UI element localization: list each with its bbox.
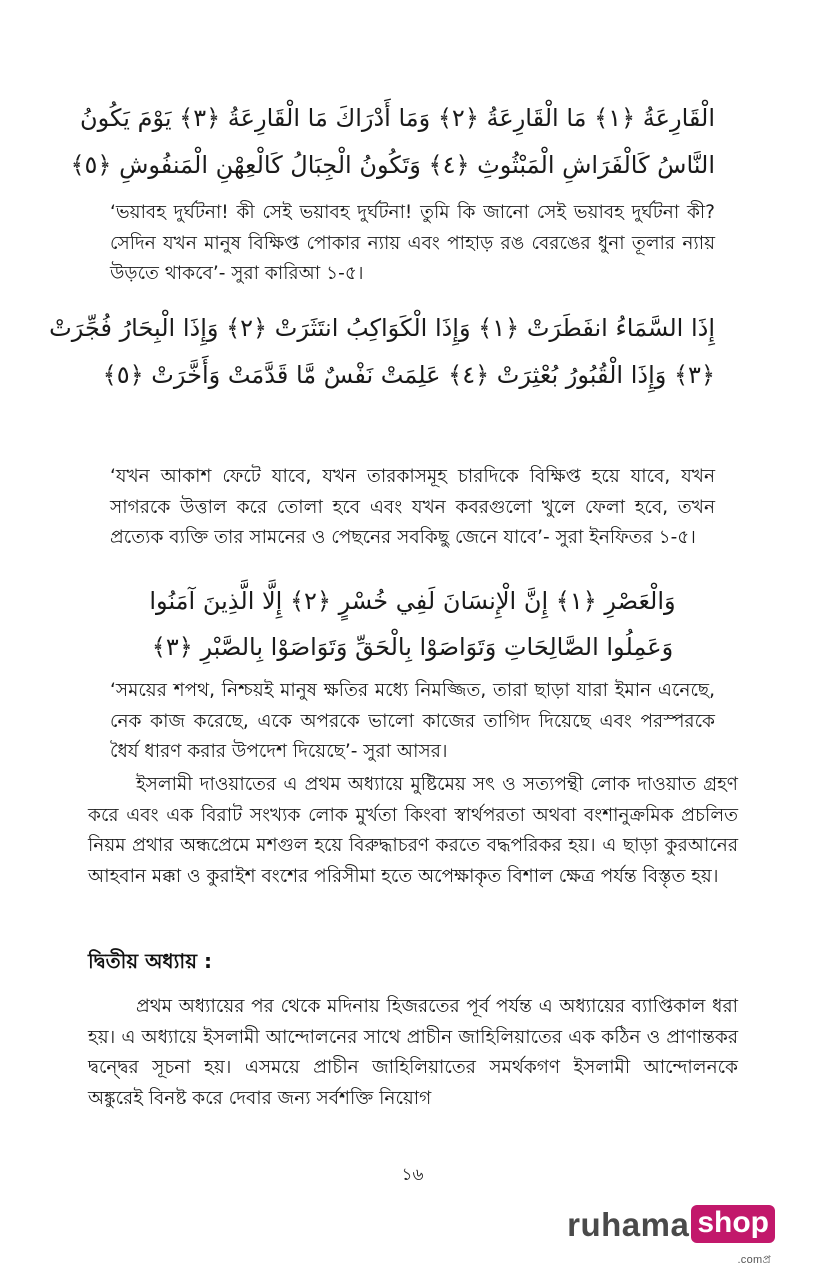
arabic-verse-line: إِذَا السَّمَاءُ انفَطَرَتْ ﴿١﴾ وَإِذَا الْكَوَاكِبُ انتَثَرَتْ ﴿٢﴾ وَإِذَا الْبِحَارُ فُجِّرَتْ xyxy=(49,314,715,342)
ruhamashop-logo xyxy=(567,1205,775,1266)
section-heading: দ্বিতীয় অধ্যায় : xyxy=(88,949,212,973)
arabic-verse-line: النَّاسُ كَالْفَرَاشِ الْمَبْثُوثِ ﴿٤﴾ وَتَكُونُ الْجِبَالُ كَالْعِهْنِ الْمَنفُوشِ ﴿٥﴾ xyxy=(70,151,715,179)
arabic-verse-line: الْقَارِعَةُ ﴿١﴾ مَا الْقَارِعَةُ ﴿٢﴾ وَمَا أَدْرَاكَ مَا الْقَارِعَةُ ﴿٣﴾ يَوْمَ يَكُونُ xyxy=(80,104,715,132)
translation-paragraph: ‘যখন আকাশ ফেটে যাবে, যখন তারকাসমূহ চারদিকে বিক্ষিপ্ত হয়ে যাবে, যখন সাগরকে উত্তাল করে তোলা হবে এবং যখন কবরগুলো খুলে ফেলা হবে, তখন প্রত্যেক ব্যক্তি তার সামনের ও পেছনের সবকিছু জেনে যাবে’- সুরা ইনফিতর ১-৫। xyxy=(110,466,715,548)
arabic-verse-line: ﴿٣﴾ وَإِذَا الْقُبُورُ بُعْثِرَتْ ﴿٤﴾ عَلِمَتْ نَفْسٌ مَّا قَدَّمَتْ وَأَخَّرَتْ ﴿٥﴾ xyxy=(102,361,715,389)
arabic-verse-line: وَالْعَصْرِ ﴿١﴾ إِنَّ الْإِنسَانَ لَفِي خُسْرٍ ﴿٢﴾ إِلَّا الَّذِينَ آمَنُوا xyxy=(149,587,676,615)
logo-shop-badge xyxy=(691,1205,775,1266)
logo-domain: .comপ্র xyxy=(737,1254,771,1266)
logo-shop-text: shop xyxy=(697,1206,769,1239)
arabic-verse-line: وَعَمِلُوا الصَّالِحَاتِ وَتَوَاصَوْا بِالْحَقِّ وَتَوَاصَوْا بِالصَّبْرِ ﴿٣﴾ xyxy=(151,633,674,661)
body-paragraph: ইসলামী দাওয়াতের এ প্রথম অধ্যায়ে মুষ্টিমেয় সৎ ও সত্যপন্থী লোক দাওয়াত গ্রহণ করে এবং এক বিরাট সংখ্যক লোক মুর্খতা কিংবা স্বার্থপরতা অথবা বংশানুক্রমিক প্রচলিত নিয়ম প্রথার অন্ধপ্রেমে মশগুল হয়ে বিরুদ্ধাচরণ করতে বদ্ধপরিকর হয়। এ ছাড়া কুরআনের আহবান মক্কা ও কুরাইশ বংশের পরিসীমা হতে অপেক্ষাকৃত বিশাল ক্ষেত্র পর্যন্ত বিস্তৃত হয়। xyxy=(88,774,738,887)
translation-paragraph: ‘ভয়াবহ দুর্ঘটনা! কী সেই ভয়াবহ দুর্ঘটনা! তুমি কি জানো সেই ভয়াবহ দুর্ঘটনা কী? সেদিন যখন মানুষ বিক্ষিপ্ত পোকার ন্যায় এবং পাহাড় রঙ বেরঙের ধুনা তূলার ন্যায় উড়তে থাকবে’- সুরা কারিআ ১-৫। xyxy=(110,202,715,284)
translation-paragraph: ‘সময়ের শপথ, নিশ্চয়ই মানুষ ক্ষতির মধ্যে নিমজ্জিত, তারা ছাড়া যারা ইমান এনেছে, নেক কাজ করেছে, একে অপরকে ভালো কাজের তাগিদ দিয়েছে এবং পরস্পরকে ধৈর্য ধারণ করার উপদেশ দিয়েছে’- সুরা আসর। xyxy=(110,680,715,762)
page-number: ১৬ xyxy=(401,1165,424,1185)
logo-word: ruhama xyxy=(567,1206,690,1243)
body-paragraph: প্রথম অধ্যায়ের পর থেকে মদিনায় হিজরতের পূর্ব পর্যন্ত এ অধ্যায়ের ব্যাপ্তিকাল ধরা হয়। এ অধ্যায়ে ইসলামী আন্দোলনের সাথে প্রাচীন জাহিলিয়াতের এক কঠিন ও প্রাণান্তকর দ্বন্দ্বের সূচনা হয়। এসময়ে প্রাচীন জাহিলিয়াতের সমর্থকগণ ইসলামী আন্দোলনকে অঙ্কুরেই বিনষ্ট করে দেবার জন্য সর্বশক্তি নিয়োগ xyxy=(88,996,738,1109)
